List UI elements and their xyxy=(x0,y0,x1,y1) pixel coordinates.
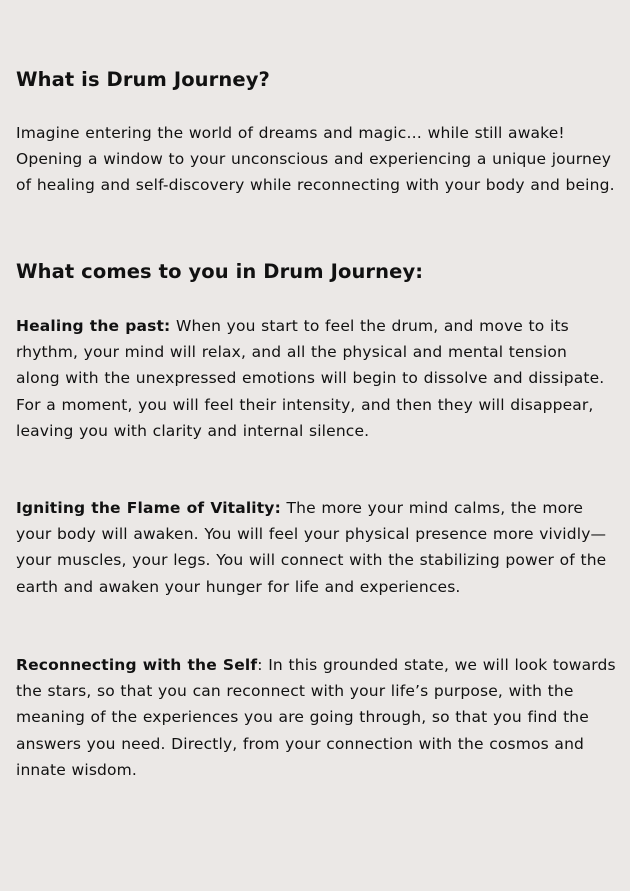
intro-heading: What is Drum Journey? xyxy=(16,68,270,91)
benefit-healing-text: When you start to feel the drum, and move to its rhythm, your mind will relax, and all the physical and mental tension along with the unexpressed emotions will begin to dissolve and dissipate. For a moment, you will feel their intensity, and then they will disappear, leaving you with clarity and internal silence. xyxy=(16,317,605,440)
benefits-heading: What comes to you in Drum Journey: xyxy=(16,260,424,283)
benefit-self-text: : In this grounded state, we will look towards the stars, so that you can reconnect with your life’s purpose, with the meaning of the experiences you are going through, so that you find the answers you need. Directly, from your connection with the cosmos and innate wisdom. xyxy=(16,656,616,779)
benefit-vitality-text: The more your mind calms, the more your body will awaken. You will feel your physical presence more vividly—your muscles, your legs. You will connect with the stabilizing power of the earth and awaken your hunger for life and experiences. xyxy=(16,499,607,596)
benefit-vitality-title: Igniting the Flame of Vitality: xyxy=(16,499,281,517)
intro-paragraph: Imagine entering the world of dreams and magic… while still awake! Opening a window to your unconscious and experiencing a unique journey of healing and self-discovery while reconnecting with your body and being. xyxy=(16,124,615,195)
benefit-vitality-paragraph xyxy=(16,495,616,600)
benefit-self-paragraph xyxy=(16,652,616,783)
benefit-healing-paragraph xyxy=(16,313,616,444)
benefit-healing-title: Healing the past: xyxy=(16,317,171,335)
benefit-self-title: Reconnecting with the Self xyxy=(16,656,258,674)
